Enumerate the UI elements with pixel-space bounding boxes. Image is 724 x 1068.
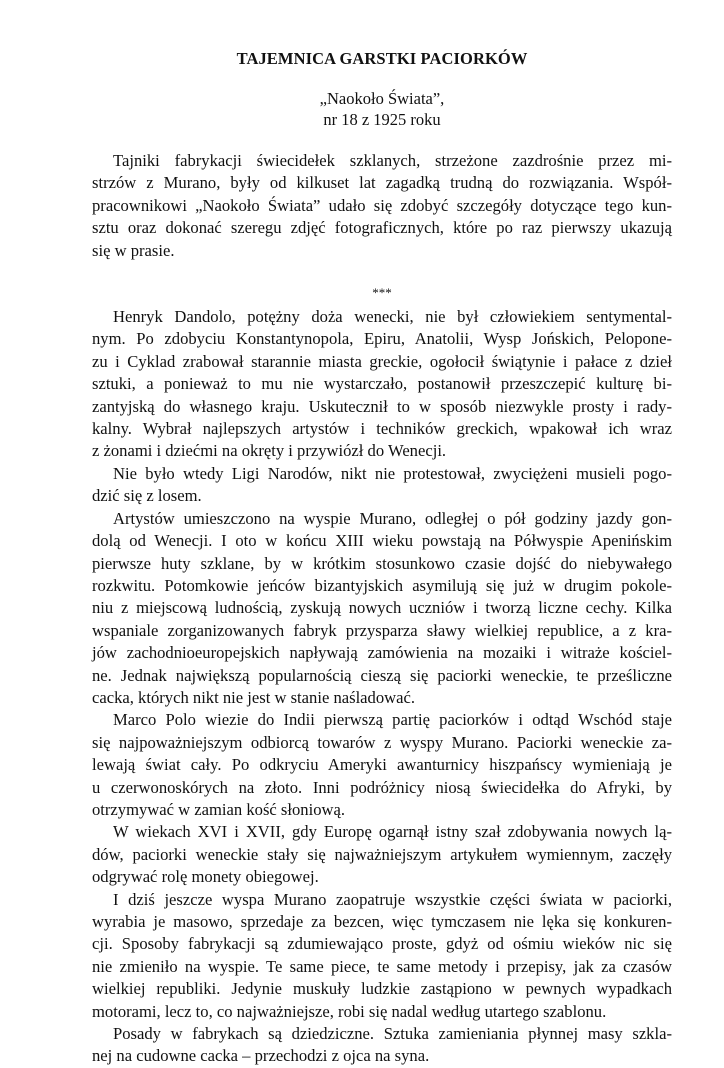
text-line: I dziś jeszcze wyspa Murano zaopatruje wszystkie części świata w paciorki, xyxy=(113,889,672,909)
text-line: cji. Sposoby fabrykacji są zdumiewająco proste, gdyż od ośmiu wieków nic się xyxy=(92,934,672,954)
text-line: z żonami i dziećmi na okręty i przywiózł do Wenecji. xyxy=(92,441,447,461)
text-line: wspaniale zorganizowanych fabryk przysparza sławy wielkiej republice, a z kra- xyxy=(92,620,672,640)
text-line: pierwsze huty szklane, by w krótkim stosunkowo czasie dojść do niebywałego xyxy=(92,553,672,573)
body-paragraph xyxy=(92,463,672,508)
text-line: sztuki, a ponieważ to mu nie wystarczało, postanowił przeszczepić kulturę bi- xyxy=(92,374,672,394)
text-line: Marco Polo wiezie do Indii pierwszą partię paciorków i odtąd Wschód staje xyxy=(113,710,672,730)
body-paragraph xyxy=(92,1023,672,1068)
text-line: Artystów umieszczono na wyspie Murano, odległej o pół godziny jazdy gon- xyxy=(113,508,672,528)
text-line: się najpoważniejszym odbiorcą towarów z wyspy Murano. Paciorki weneckie za- xyxy=(92,732,672,752)
text-line: dów, paciorki weneckie stały się najważniejszym artykułem wymiennym, zaczęły xyxy=(92,844,672,864)
intro-paragraph xyxy=(92,150,672,262)
text-line: odgrywać rolę monety obiegowej. xyxy=(92,867,319,887)
text-line: nej na cudowne cacka – przechodzi z ojca na syna. xyxy=(92,1046,430,1066)
text-line: Posady w fabrykach są dziedziczne. Sztuka zamieniania płynnej masy szkla- xyxy=(113,1024,672,1044)
text-line: ne. Jednak największą popularnością cieszą się paciorki weneckie, te prześliczne xyxy=(92,665,672,685)
text-line: rozkwitu. Potomkowie jeńców bizantyjskich asymilują się już w drugim pokole- xyxy=(92,575,672,595)
body-paragraph xyxy=(92,306,672,463)
text-line: u czerwonoskórych na złoto. Inni podróżnicy niosą świecidełka do Afryki, by xyxy=(92,777,672,797)
text-line: sztu oraz dokonać szeregu zdjęć fotograficznych, które po raz pierwszy ukazują xyxy=(92,218,672,238)
text-line: strzów z Murano, były od kilkuset lat zagadką trudną do rozwiązania. Współ- xyxy=(92,173,672,193)
text-line: Tajniki fabrykacji świecidełek szklanych, strzeżone zazdrośnie przez mi- xyxy=(113,151,672,170)
text-line: dolą od Wenecji. I oto w końcu XIII wieku powstają na Półwyspie Apenińskim xyxy=(92,531,672,551)
text-line: cacka, których nikt nie jest w stanie naśladować. xyxy=(92,687,416,707)
text-line: Henryk Dandolo, potężny doża wenecki, nie był człowiekiem sentymental- xyxy=(113,307,672,327)
text-line: dzić się z losem. xyxy=(92,486,202,506)
section-separator: *** xyxy=(372,285,392,301)
text-line: się w prasie. xyxy=(92,240,175,260)
article-title: TAJEMNICA GARSTKI PACIORKÓW xyxy=(236,49,528,68)
text-line: zantyjską do własnego kraju. Uskutecznił to w sposób niezwykle prosty i rady- xyxy=(92,396,672,416)
text-line: lewają świat cały. Po odkryciu Ameryki awanturnicy hiszpańscy wymieniają je xyxy=(92,755,672,775)
text-line: nym. Po zdobyciu Konstantynopola, Epiru, Anatolii, Wysp Jońskich, Pelopone- xyxy=(92,329,672,349)
text-line: Nie było wtedy Ligi Narodów, nikt nie protestował, zwyciężeni musieli pogo- xyxy=(113,463,672,483)
text-line: jów zachodnioeuropejskich napływają zamówienia na mozaiki i witraże kościel- xyxy=(92,643,672,663)
body-paragraph xyxy=(92,508,672,710)
document-page xyxy=(92,48,672,1068)
text-line: kalny. Wybrał najlepszych artystów i techników greckich, wpakował ich wraz xyxy=(92,419,672,439)
text-line: W wiekach XVI i XVII, gdy Europę ogarnął istny szał zdobywania nowych lą- xyxy=(113,822,672,842)
text-line: pracownikowi „Naokoło Świata” udało się zdobyć szczegóły dotyczące tego kun- xyxy=(92,195,672,215)
text-line: otrzymywać w zamian kość słoniową. xyxy=(92,799,345,819)
source-issue: nr 18 z 1925 roku xyxy=(323,110,441,129)
body-paragraph xyxy=(92,709,672,821)
body-paragraph xyxy=(92,889,672,1023)
text-line: zu i Cyklad zrabował starannie miasta greckie, ogołocił świątynie i pałace z dzieł xyxy=(92,351,672,371)
text-line: niu z miejscową ludnością, zyskują nowych uczniów i tworzą liczne cechy. Kilka xyxy=(92,598,672,618)
text-line: motorami, lecz to, co najważniejsze, robi się nadal według utartego szablonu. xyxy=(92,1001,607,1021)
source-publication: „Naokoło Świata”, xyxy=(319,89,445,108)
text-line: wielkiej republiki. Jedynie muskuły ludzkie zastąpiono w pewnych wypadkach xyxy=(92,979,672,999)
body-paragraph xyxy=(92,821,672,888)
text-line: nie zmieniło na wyspie. Te same piece, te same metody i przepisy, jak za czasów xyxy=(92,956,672,976)
text-line: wyrabia je masowo, sprzedaje za bezcen, więc tymczasem nie lęka się konkuren- xyxy=(92,912,672,931)
article-source xyxy=(92,88,672,130)
